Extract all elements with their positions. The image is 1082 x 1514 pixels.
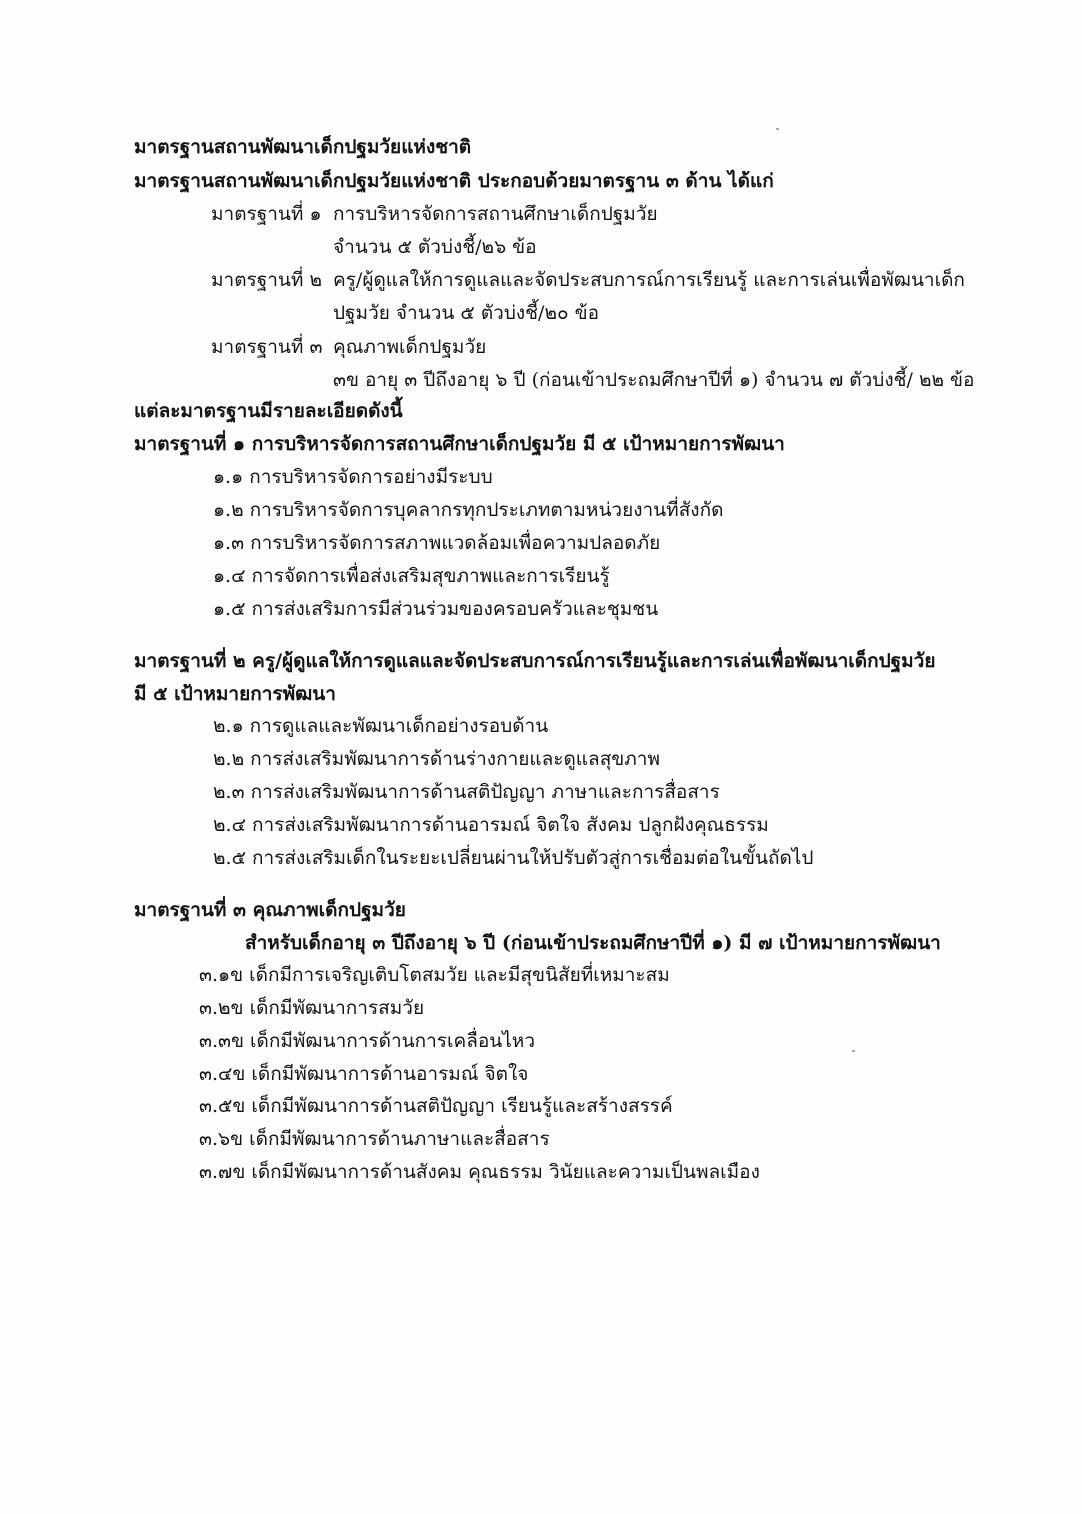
scan-speck bbox=[852, 1050, 855, 1052]
standard-3-item: ๓.๕ข เด็กมีพัฒนาการด้านสติปัญญา เรียนรู้และสร้างสรรค์ bbox=[199, 1095, 673, 1117]
standard-2-heading-line2: มี ๕ เป้าหมายการพัฒนา bbox=[134, 683, 336, 705]
overview-2-line2: ปฐมวัย จำนวน ๕ ตัวบ่งชี้/๒๐ ข้อ bbox=[333, 302, 600, 324]
details-heading: แต่ละมาตรฐานมีรายละเอียดดังนี้ bbox=[134, 400, 403, 422]
overview-2-label: มาตรฐานที่ ๒ bbox=[211, 269, 322, 291]
standard-3-item: ๓.๑ข เด็กมีการเจริญเติบโตสมวัย และมีสุขนิสัยที่เหมาะสม bbox=[199, 964, 670, 986]
standard-3-item: ๓.๗ข เด็กมีพัฒนาการด้านสังคม คุณธรรม วินัยและความเป็นพลเมือง bbox=[199, 1161, 760, 1183]
overview-3-line2: ๓ข อายุ ๓ ปีถึงอายุ ๖ ปี (ก่อนเข้าประถมศึกษาปีที่ ๑) จำนวน ๗ ตัวบ่งชี้/ ๒๒ ข้อ bbox=[333, 369, 975, 391]
standard-3-item: ๓.๓ข เด็กมีพัฒนาการด้านการเคลื่อนไหว bbox=[199, 1030, 535, 1052]
document-title: มาตรฐานสถานพัฒนาเด็กปฐมวัยแห่งชาติ bbox=[134, 136, 472, 158]
standard-2-item: ๒.๕ การส่งเสริมเด็กในระยะเปลี่ยนผ่านให้ปรับตัวสู่การเชื่อมต่อในขั้นถัดไป bbox=[213, 847, 814, 869]
overview-1-line1: การบริหารจัดการสถานศึกษาเด็กปฐมวัย bbox=[333, 203, 658, 225]
standard-2-item: ๒.๒ การส่งเสริมพัฒนาการด้านร่างกายและดูแลสุขภาพ bbox=[213, 748, 661, 770]
standard-1-heading: มาตรฐานที่ ๑ การบริหารจัดการสถานศึกษาเด็กปฐมวัย มี ๕ เป้าหมายการพัฒนา bbox=[134, 433, 785, 455]
standard-2-heading-line1: มาตรฐานที่ ๒ ครู/ผู้ดูแลให้การดูแลและจัดประสบการณ์การเรียนรู้และการเล่นเพื่อพัฒนาเด็กปฐมวัย bbox=[134, 650, 936, 672]
standard-2-item: ๒.๓ การส่งเสริมพัฒนาการด้านสติปัญญา ภาษาและการสื่อสาร bbox=[213, 781, 720, 803]
overview-1-label: มาตรฐานที่ ๑ bbox=[211, 203, 322, 225]
standard-3-item: ๓.๔ข เด็กมีพัฒนาการด้านอารมณ์ จิตใจ bbox=[199, 1063, 529, 1085]
scan-speck bbox=[776, 128, 779, 130]
standard-2-item: ๒.๑ การดูแลและพัฒนาเด็กอย่างรอบด้าน bbox=[213, 715, 549, 737]
standard-3-item: ๓.๖ข เด็กมีพัฒนาการด้านภาษาและสื่อสาร bbox=[199, 1128, 550, 1150]
standard-1-item: ๑.๓ การบริหารจัดการสภาพแวดล้อมเพื่อความปลอดภัย bbox=[213, 532, 661, 554]
overview-3-label: มาตรฐานที่ ๓ bbox=[211, 336, 323, 358]
standard-1-item: ๑.๔ การจัดการเพื่อส่งเสริมสุขภาพและการเรียนรู้ bbox=[213, 565, 610, 587]
standard-3-item: ๓.๒ข เด็กมีพัฒนาการสมวัย bbox=[199, 997, 425, 1019]
document-intro: มาตรฐานสถานพัฒนาเด็กปฐมวัยแห่งชาติ ประกอบด้วยมาตรฐาน ๓ ด้าน ได้แก่ bbox=[134, 170, 774, 192]
overview-1-line2: จำนวน ๕ ตัวบ่งชี้/๒๖ ข้อ bbox=[333, 236, 537, 258]
standard-1-item: ๑.๕ การส่งเสริมการมีส่วนร่วมของครอบครัวและชุมชน bbox=[213, 598, 659, 620]
standard-1-item: ๑.๒ การบริหารจัดการบุคลากรทุกประเภทตามหน่วยงานที่สังกัด bbox=[213, 499, 724, 521]
overview-3-line1: คุณภาพเด็กปฐมวัย bbox=[333, 336, 487, 358]
standard-3-heading: มาตรฐานที่ ๓ คุณภาพเด็กปฐมวัย bbox=[134, 899, 406, 921]
standard-3-subheading: สำหรับเด็กอายุ ๓ ปีถึงอายุ ๖ ปี (ก่อนเข้าประถมศึกษาปีที่ ๑) มี ๗ เป้าหมายการพัฒนา bbox=[245, 932, 941, 954]
overview-2-line1: ครู/ผู้ดูแลให้การดูแลและจัดประสบการณ์การเรียนรู้ และการเล่นเพื่อพัฒนาเด็ก bbox=[333, 269, 965, 291]
standard-1-item: ๑.๑ การบริหารจัดการอย่างมีระบบ bbox=[213, 466, 493, 488]
standard-2-item: ๒.๔ การส่งเสริมพัฒนาการด้านอารมณ์ จิตใจ สังคม ปลูกฝังคุณธรรม bbox=[213, 814, 769, 836]
